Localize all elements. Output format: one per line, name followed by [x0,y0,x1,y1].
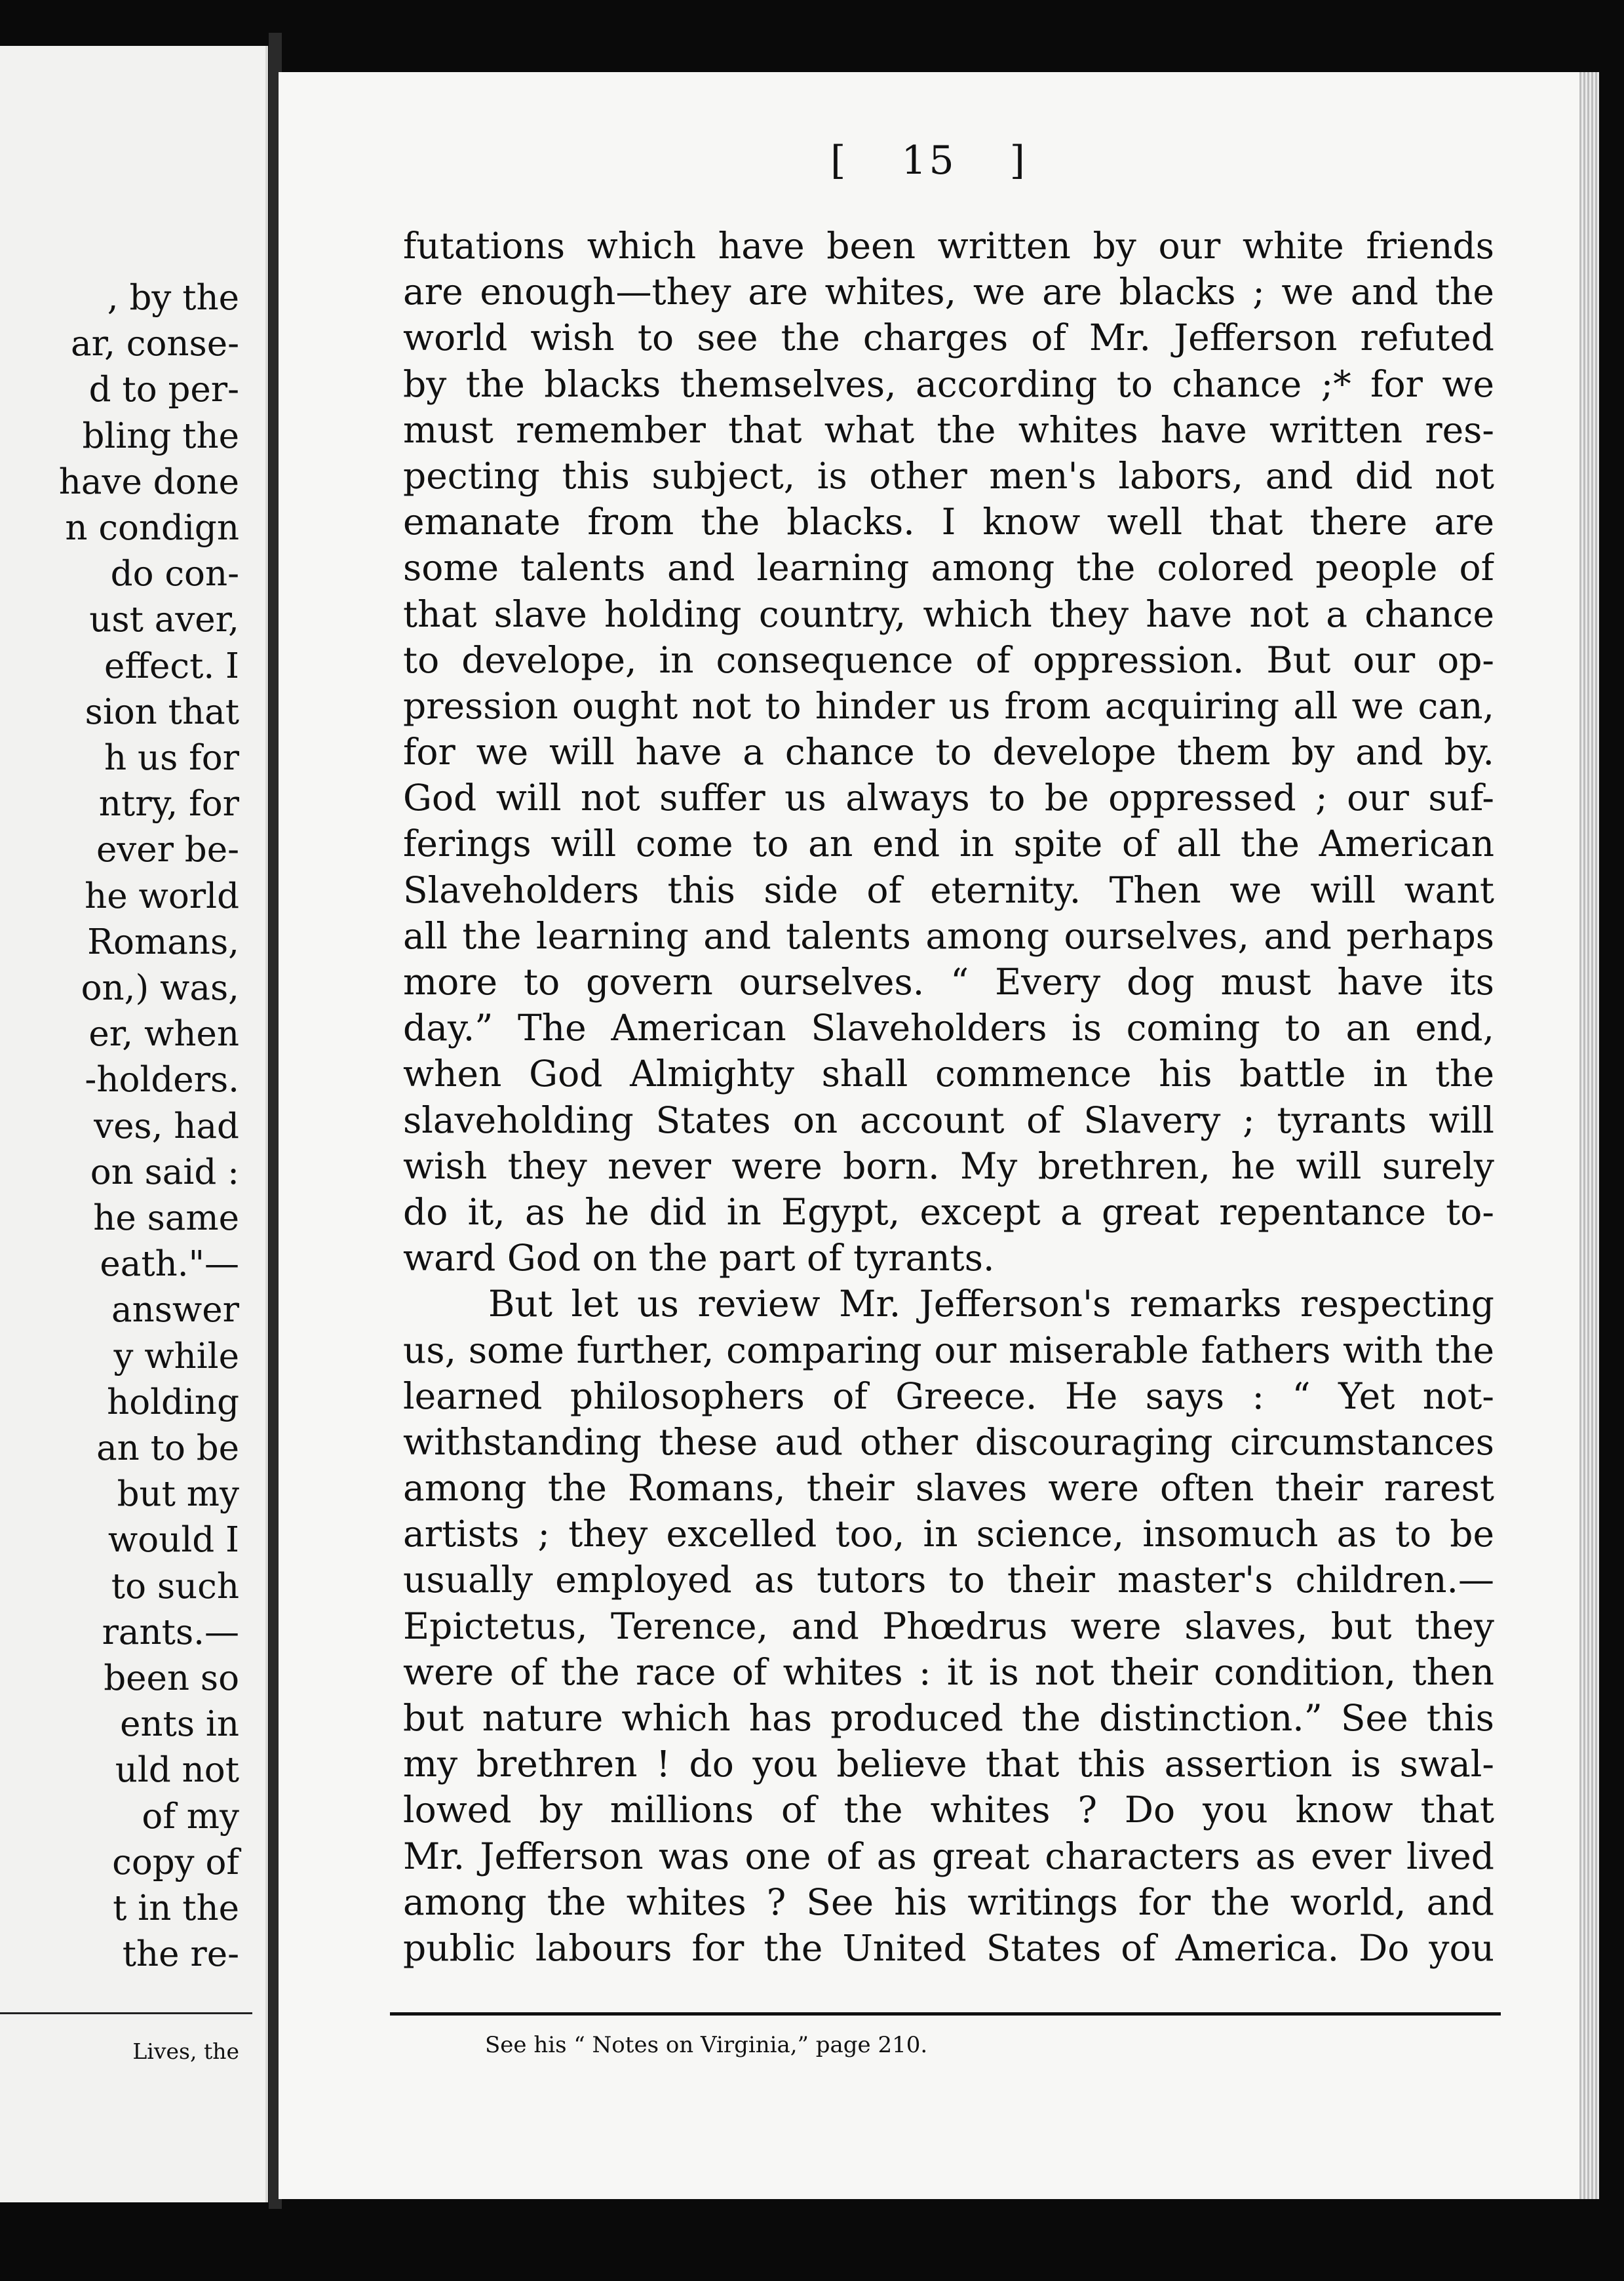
left-text-line: he world [85,876,239,916]
text-line: to develope, in consequence of oppression. But our op- [403,638,1494,681]
text-line: ward God on the part of tyrants. [403,1237,995,1279]
text-line: Mr. Jefferson was one of as great characters as ever lived [403,1835,1494,1877]
text-line: my brethren ! do you believe that this assertion is swal- [403,1743,1494,1785]
left-text-line: of my [142,1796,239,1837]
text-line: but nature which has produced the distinction.” See this [403,1697,1494,1739]
text-line: lowed by millions of the whites ? Do you know that [403,1789,1494,1831]
left-text-line: -holders. [85,1060,239,1101]
left-footnote-rule [0,2012,252,2014]
left-text-line: on,) was, [81,968,239,1008]
left-text-line: on said : [90,1152,239,1192]
text-line: Slaveholders this side of eternity. Then we will want [403,868,1494,911]
left-text-line: rants.— [102,1612,239,1652]
left-text-line: but my [117,1474,239,1515]
text-line: us, some further, comparing our miserable fathers with the [403,1329,1494,1371]
left-text-line: the re- [122,1934,239,1975]
left-text-line: ar, conse- [70,324,239,364]
left-text-line: have done [58,461,239,502]
left-text-line: Romans, [87,922,239,962]
text-line: among the Romans, their slaves were often their rarest [403,1467,1494,1510]
left-text-line: do con- [110,554,239,595]
left-text-line: bling the [82,416,239,456]
text-line: learned philosophers of Greece. He says : “ Yet not- [403,1374,1494,1417]
left-text-line: , by the [107,278,239,318]
left-text-line: y while [113,1336,239,1376]
left-text-line: t in the [113,1888,239,1928]
body-text [403,223,1494,1971]
text-line: pression ought not to hinder us from acquiring all we can, [403,684,1494,727]
text-line: for we will have a chance to develope them by and by. [403,731,1494,773]
text-line: when God Almighty shall commence his battle in the [403,1053,1494,1095]
left-text-line: ever be- [96,830,239,870]
text-line: usually employed as tutors to their master's children.— [403,1559,1494,1601]
text-line: day.” The American Slaveholders is coming to an end, [403,1007,1494,1049]
left-page [0,46,268,2202]
left-text-line: ves, had [94,1106,239,1146]
left-text-line: ust aver, [89,600,239,640]
footnote: See his “ Notes on Virginia,” page 210. [485,2032,928,2058]
left-text-line: uld not [115,1750,239,1791]
left-text-line: h us for [104,738,239,778]
left-text-line: n condign [65,508,239,548]
text-line: by the blacks themselves, according to chance ;* for we [403,362,1494,405]
left-text-line: er, when [88,1014,239,1055]
text-line: public labours for the United States of America. Do you [403,1926,1494,1969]
page-number: 15 [901,138,957,184]
left-text-line: holding [107,1382,239,1422]
left-text-line: to such [111,1566,239,1607]
text-line: withstanding these aud other discouraging circumstances [403,1420,1494,1463]
left-text-line: he same [93,1198,239,1238]
left-footnote: Lives, the [132,2038,239,2064]
left-text-line: ntry, for [98,784,239,825]
text-line: were of the race of whites : it is not their condition, then [403,1650,1494,1693]
page-header [279,138,1579,184]
bracket-close: ] [1009,138,1028,184]
text-line: more to govern ourselves. “ Every dog must have its [403,961,1494,1003]
footnote-rule [390,2012,1501,2016]
text-line: all the learning and talents among ourselves, and perhaps [403,914,1494,957]
text-line: are enough—they are whites, we are blacks ; we and the [403,271,1494,313]
text-line: ferings will come to an end in spite of all the American [403,823,1494,865]
text-line: do it, as he did in Egypt, except a great repentance to- [403,1190,1494,1233]
left-text-line: ents in [120,1704,239,1745]
left-text-line: sion that [85,692,239,732]
text-line: emanate from the blacks. I know well that there are [403,501,1494,543]
left-text-line: d to per- [88,370,239,410]
right-page [279,72,1579,2199]
bracket-open: [ [830,138,849,184]
text-line: must remember that what the whites have written res- [403,408,1494,451]
text-line: that slave holding country, which they have not a chance [403,593,1494,635]
page-edge [1579,72,1599,2199]
text-line: some talents and learning among the colored people of [403,547,1494,589]
left-text-line: effect. I [104,646,239,686]
left-text-line: an to be [96,1428,239,1468]
left-text-line: answer [111,1290,239,1331]
left-text-line: would I [107,1520,239,1561]
text-line: Epictetus, Terence, and Phœdrus were slaves, but they [403,1605,1494,1647]
left-text-line: been so [104,1658,239,1698]
text-line: world wish to see the charges of Mr. Jefferson refuted [403,317,1494,359]
text-line: slaveholding States on account of Slavery ; tyrants will [403,1099,1494,1141]
text-line: God will not suffer us always to be oppressed ; our suf- [403,777,1494,819]
text-line: But let us review Mr. Jefferson's remarks respecting [488,1283,1494,1325]
text-line: wish they never were born. My brethren, he will surely [403,1144,1494,1187]
left-text-line: eath."— [100,1244,239,1285]
text-line: futations which have been written by our white friends [403,225,1494,267]
text-line: artists ; they excelled too, in science, insomuch as to be [403,1513,1494,1555]
left-text-line: copy of [112,1842,239,1882]
text-line: among the whites ? See his writings for the world, and [403,1881,1494,1923]
text-line: pecting this subject, is other men's labors, and did not [403,454,1494,497]
